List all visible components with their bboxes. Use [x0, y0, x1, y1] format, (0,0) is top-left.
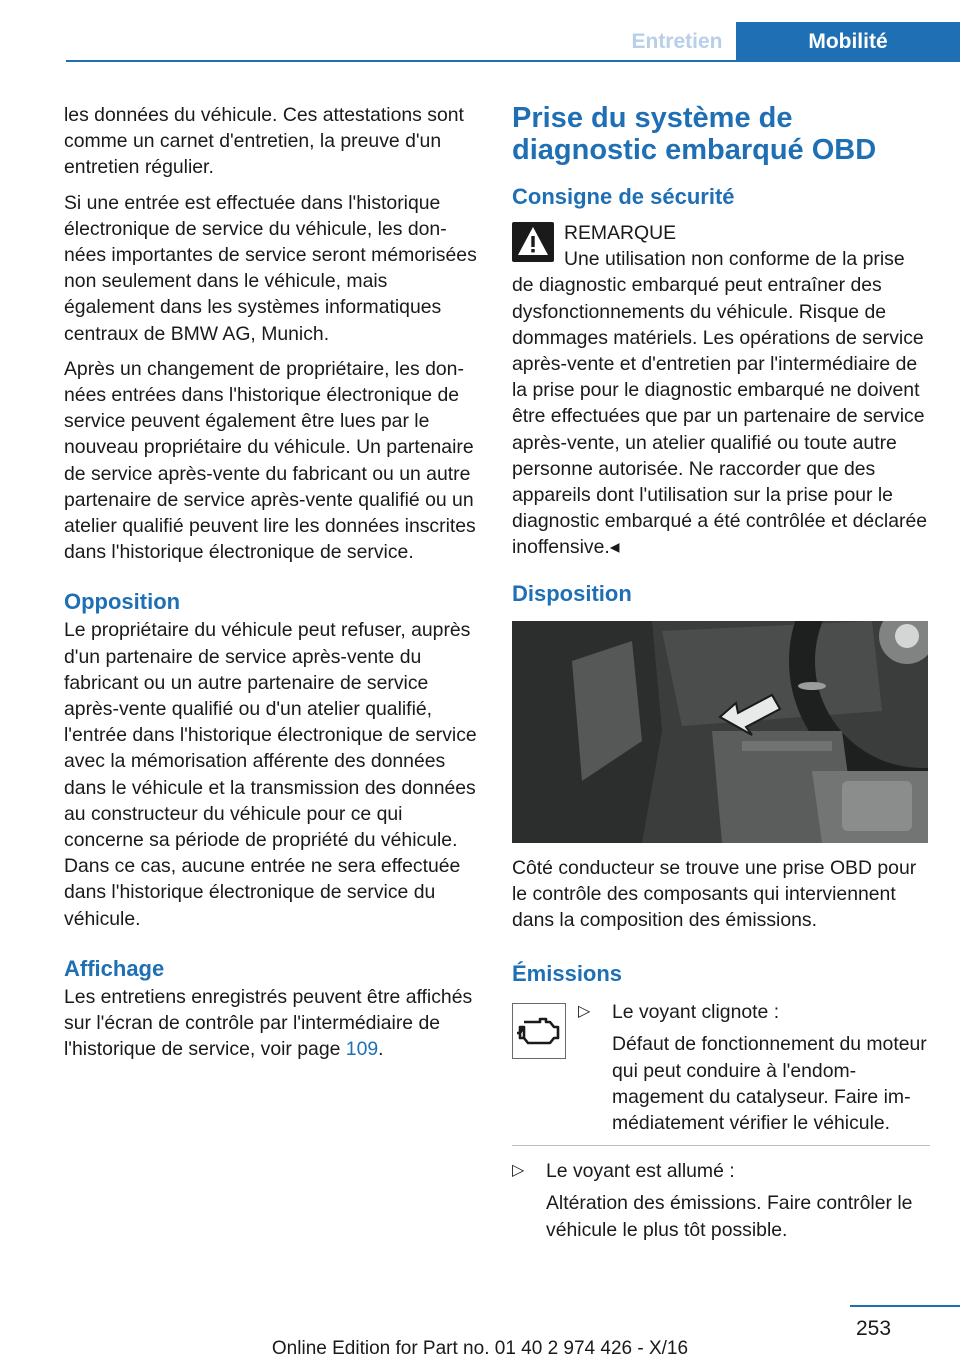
bullet-item-2	[512, 1158, 930, 1243]
bullet-triangle-icon: ▷	[578, 1003, 591, 1021]
warning-block	[512, 220, 930, 561]
warning-text: Une utilisation non conforme de la prise de diagnostic embarqué peut entraîner des dysfonctionnements du véhicule. Risque de dommages matériels. Les opérations de service après-vente et d'entretien par l'intermédiaire de la prise pour le diagnostic embarqué ne doivent être effectuées que par un partenaire de service après-vente, un atelier qualifié ou toute autre personne autorisée. Ne raccorder que des appareils dont l'utilisation sur la prise pour le diagnostic embarqué a été contrôlée et déclarée inoffensive.◂	[512, 248, 928, 559]
heading-disposition: Disposition	[512, 580, 632, 606]
tab-entretien[interactable]: Entretien	[618, 22, 736, 62]
divider	[512, 1145, 930, 1146]
heading-opposition: Opposition	[64, 589, 181, 615]
page-link[interactable]: 109	[345, 1038, 379, 1061]
item1-title: Le voyant clignote :	[612, 1001, 780, 1024]
affichage-end: .	[378, 1038, 384, 1061]
item2-title: Le voyant est allumé :	[546, 1160, 735, 1183]
bullet-item-1	[578, 999, 930, 1136]
warning-icon	[512, 222, 554, 262]
disposition-caption: Côté conducteur se trouve une prise OBD pour le contrôle des composants qui interviennent dans la composition des émissions.	[512, 856, 917, 932]
left-column	[64, 102, 482, 1072]
section-title: Prise du système de diagnostic embarqué OBD	[512, 102, 877, 166]
item2-text: Altération des émissions. Faire contrôler le véhicule le plus tôt possible.	[546, 1192, 913, 1241]
heading-emissions: Émissions	[512, 961, 623, 987]
footer-edition: Online Edition for Part no. 01 40 2 974 426 - X/16	[271, 1338, 689, 1359]
bullet-triangle-icon: ▷	[512, 1162, 525, 1180]
header-rule	[66, 60, 960, 62]
paragraph-historique: Si une entrée est effectuée dans l'historique électronique de service du véhicule, les données importantes de service seront mémorisées non seulement dans le véhicule, mais également dans les systèmes informatiques centraux de BMW AG, Munich.	[64, 191, 477, 345]
heading-affichage: Affichage	[64, 955, 165, 981]
affichage-text: Les entretiens enregistrés peuvent être affichés sur l'écran de contrôle par l'intermédiaire de l'historique de service, voir page	[64, 985, 473, 1061]
tab-mobilite[interactable]: Mobilité	[736, 22, 960, 62]
paragraph-opposition: Le propriétaire du véhicule peut refuser, auprès d'un partenaire de service après-vente du fabricant ou un autre partenaire de service après-vente qualifié ou d'un atelier qualifié, l'entrée dans l'historique électronique de service avec la mémorisation afférente des données dans le véhicule et la transmission des données au constructeur du véhicule pour ce qui concerne sa période de propriété du véhicule. Dans ce cas, aucune entrée ne sera effectuée dans l'historique électronique de service du véhicule.	[64, 619, 477, 930]
right-column	[512, 102, 930, 1252]
footer-rule	[850, 1305, 960, 1307]
paragraph-attestations: les données du véhicule. Ces attestations sont comme un carnet d'entretien, la preuve d'un entretien régulier.	[64, 104, 464, 179]
obd-location-photo	[512, 621, 928, 843]
paragraph-affichage	[64, 984, 482, 1063]
emissions-item-blinking	[512, 999, 930, 1136]
check-engine-icon	[512, 1003, 566, 1059]
header-bar	[66, 22, 960, 62]
paragraph-changement-proprietaire: Après un changement de propriétaire, les données entrées dans l'historique électronique de service peuvent également être lues par le nouveau propriétaire du véhicule. Un partenaire de service après-vente du fabricant ou un autre partenaire de service après-vente qualifié ou un atelier qualifié peuvent lire les données inscrites dans l'historique électronique de service.	[64, 357, 476, 564]
warning-label: REMARQUE	[564, 222, 677, 244]
heading-consigne-securite: Consigne de sécurité	[512, 184, 735, 209]
item1-text: Défaut de fonctionnement du moteur qui peut conduire à l'endommagement du catalyseur. Faire immédiatement vérifier le véhicule.	[612, 1033, 927, 1135]
page-number: 253	[856, 1317, 892, 1340]
